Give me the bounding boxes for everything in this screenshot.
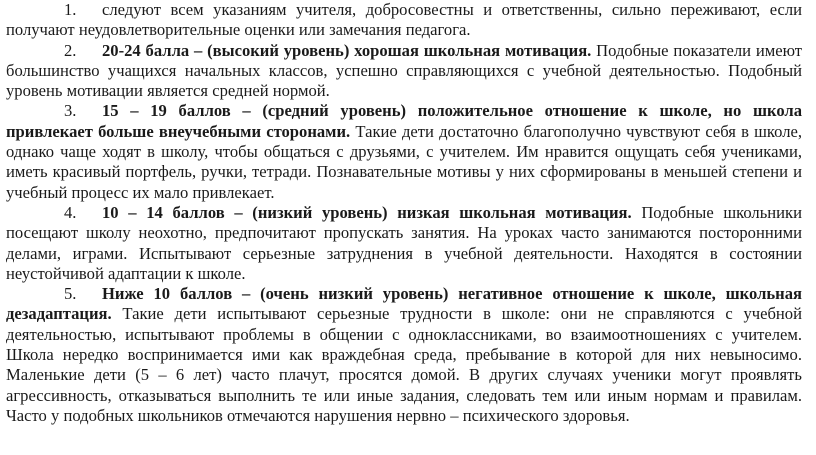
- list-item-1: [6, 0, 802, 41]
- list-item-5: [6, 284, 802, 426]
- item-number: 4.: [64, 202, 77, 222]
- item-text: Подобные школьники посещают школу неохотно, предпочитают пропускать занятия. На уроках часто занимаются посторонними делами, играми. Испытывают серьезные затруднения в учебной деятельности. Находятся в состоянии неустойчивой адаптации к школе.: [6, 202, 802, 283]
- list-item-4: [6, 203, 802, 284]
- list-item-3: [6, 101, 802, 202]
- item-text: Такие дети испытывают серьезные трудности в школе: они не справляются с учебной деятельностью, испытывают проблемы в общении с одноклассниками, во взаимоотношениях с учителем. Школа нередко воспринимается ими как враждебная среда, пребывание в которой для них невыносимо. Маленькие дети (5 – 6 лет) часто плачут, просятся домой. В других случаях ученики могут проявлять агрессивность, отказываться выполнить те или иные задания, следовать тем или иным нормам и правилам. Часто у подобных школьников отмечаются нарушения нервно – психического здоровья.: [6, 304, 802, 425]
- item-number: 3.: [64, 101, 77, 121]
- item-heading: 15 – 19 баллов – (средний уровень) положительное отношение к школе, но школа привлекает больше внеучебными сторонами.: [6, 101, 802, 141]
- item-heading: 10 – 14 баллов – (низкий уровень) низкая школьная мотивация.: [102, 202, 632, 222]
- list-item-2: [6, 41, 802, 102]
- item-text: Подобные показатели имеют большинство учащихся начальных классов, успешно справляющихся с учебной деятельностью. Подобный уровень мотивации является средней нормой.: [6, 40, 802, 101]
- item-number: 1.: [64, 0, 77, 19]
- item-number: 5.: [64, 284, 77, 304]
- item-heading: 20-24 балла – (высокий уровень) хорошая школьная мотивация.: [102, 40, 592, 60]
- item-number: 2.: [64, 40, 77, 60]
- item-heading: Ниже 10 баллов – (очень низкий уровень) негативное отношение к школе, школьная дезадаптация.: [6, 284, 802, 324]
- item-text: следуют всем указаниям учителя, добросовестны и ответственны, сильно переживают, если получают неудовлетворительные оценки или замечания педагога.: [6, 0, 802, 40]
- item-text: Такие дети достаточно благополучно чувствуют себя в школе, однако чаще ходят в школу, чтобы общаться с друзьями, с учителем. Им нравится ощущать себя учениками, иметь красивый портфель, ручки, тетради. Познавательные мотивы у них сформированы в меньшей степени и учебный процесс их мало привлекает.: [6, 121, 802, 202]
